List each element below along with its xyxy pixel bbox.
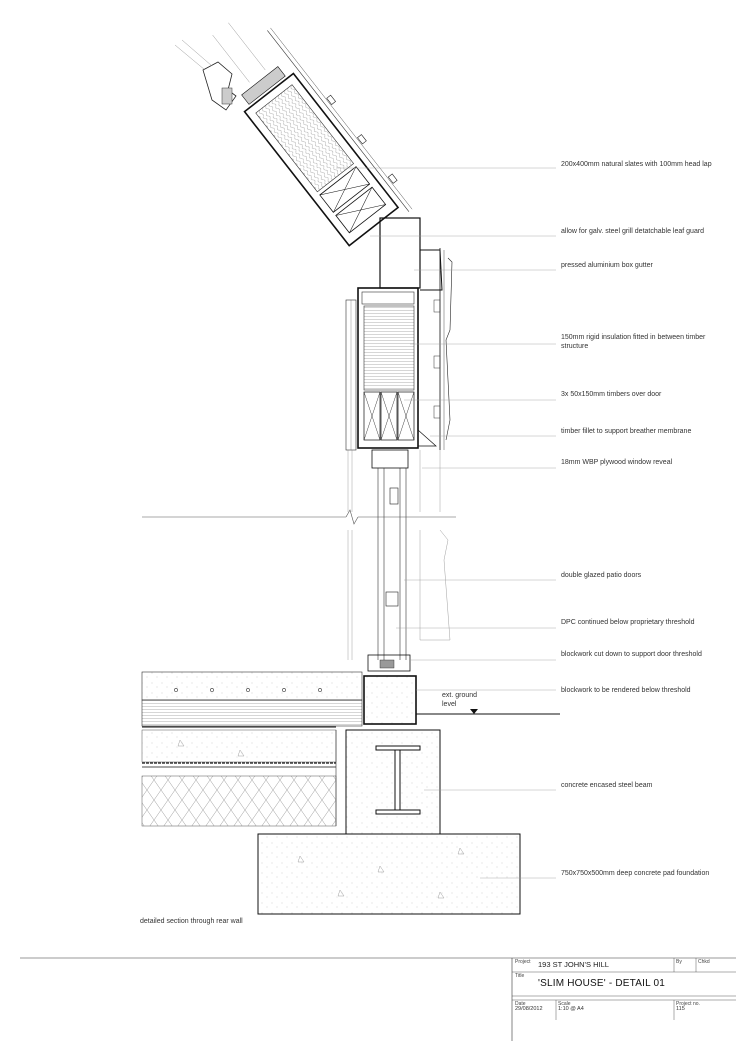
date-value: 29/08/2012 [515, 1006, 543, 1012]
chkd-label: Chkd [698, 959, 710, 965]
scale-value: 1:10 @ A4 [558, 1006, 584, 1012]
label-gutter: pressed aluminium box gutter [561, 262, 653, 269]
ground-level-label: ext. ground level [442, 692, 478, 708]
patio-door-frame [348, 450, 450, 671]
blockwork [364, 676, 416, 724]
project-label: Project [515, 959, 531, 965]
title-block-frame [20, 958, 736, 1041]
label-timbers: 3x 50x150mm timbers over door [561, 391, 662, 398]
project-no-value: 115 [676, 1006, 685, 1012]
label-blockwork-cut: blockwork cut down to support door threshold [561, 651, 702, 658]
label-blockwork-render: blockwork to be rendered below threshold [561, 687, 691, 694]
label-dpc: DPC continued below proprietary threshold [561, 619, 695, 626]
date-label: Date [515, 1001, 526, 1007]
title-label: Title [515, 973, 525, 979]
drawing-title: 'SLIM HOUSE' - DETAIL 01 [538, 978, 665, 989]
ground-line [416, 709, 560, 714]
project-value: 193 ST JOHN'S HILL [538, 960, 609, 969]
label-pad-foundation: 750x750x500mm deep concrete pad foundation [561, 870, 710, 877]
roof-section [195, 1, 417, 254]
drawing-caption: detailed section through rear wall [140, 918, 243, 925]
floor-buildup [142, 672, 362, 826]
label-fillet: timber fillet to support breather membrane [561, 428, 692, 435]
lintel-box [346, 218, 452, 450]
label-leaf-guard: allow for galv. steel grill detatchable leaf guard [561, 228, 705, 235]
label-plywood: 18mm WBP plywood window reveal [561, 459, 673, 466]
ridge-detail [175, 40, 236, 110]
by-label: By [676, 959, 682, 965]
label-patio-doors: double glazed patio doors [561, 572, 642, 579]
label-steel-beam: concrete encased steel beam [561, 782, 653, 789]
break-line [142, 510, 456, 524]
scale-label: Scale [558, 1001, 571, 1007]
steel-beam [346, 730, 440, 834]
label-insulation: 150mm rigid insulation fitted in between timber structure [561, 334, 706, 350]
project-no-label: Project no. [676, 1001, 700, 1007]
label-slates: 200x400mm natural slates with 100mm head lap [561, 161, 712, 168]
